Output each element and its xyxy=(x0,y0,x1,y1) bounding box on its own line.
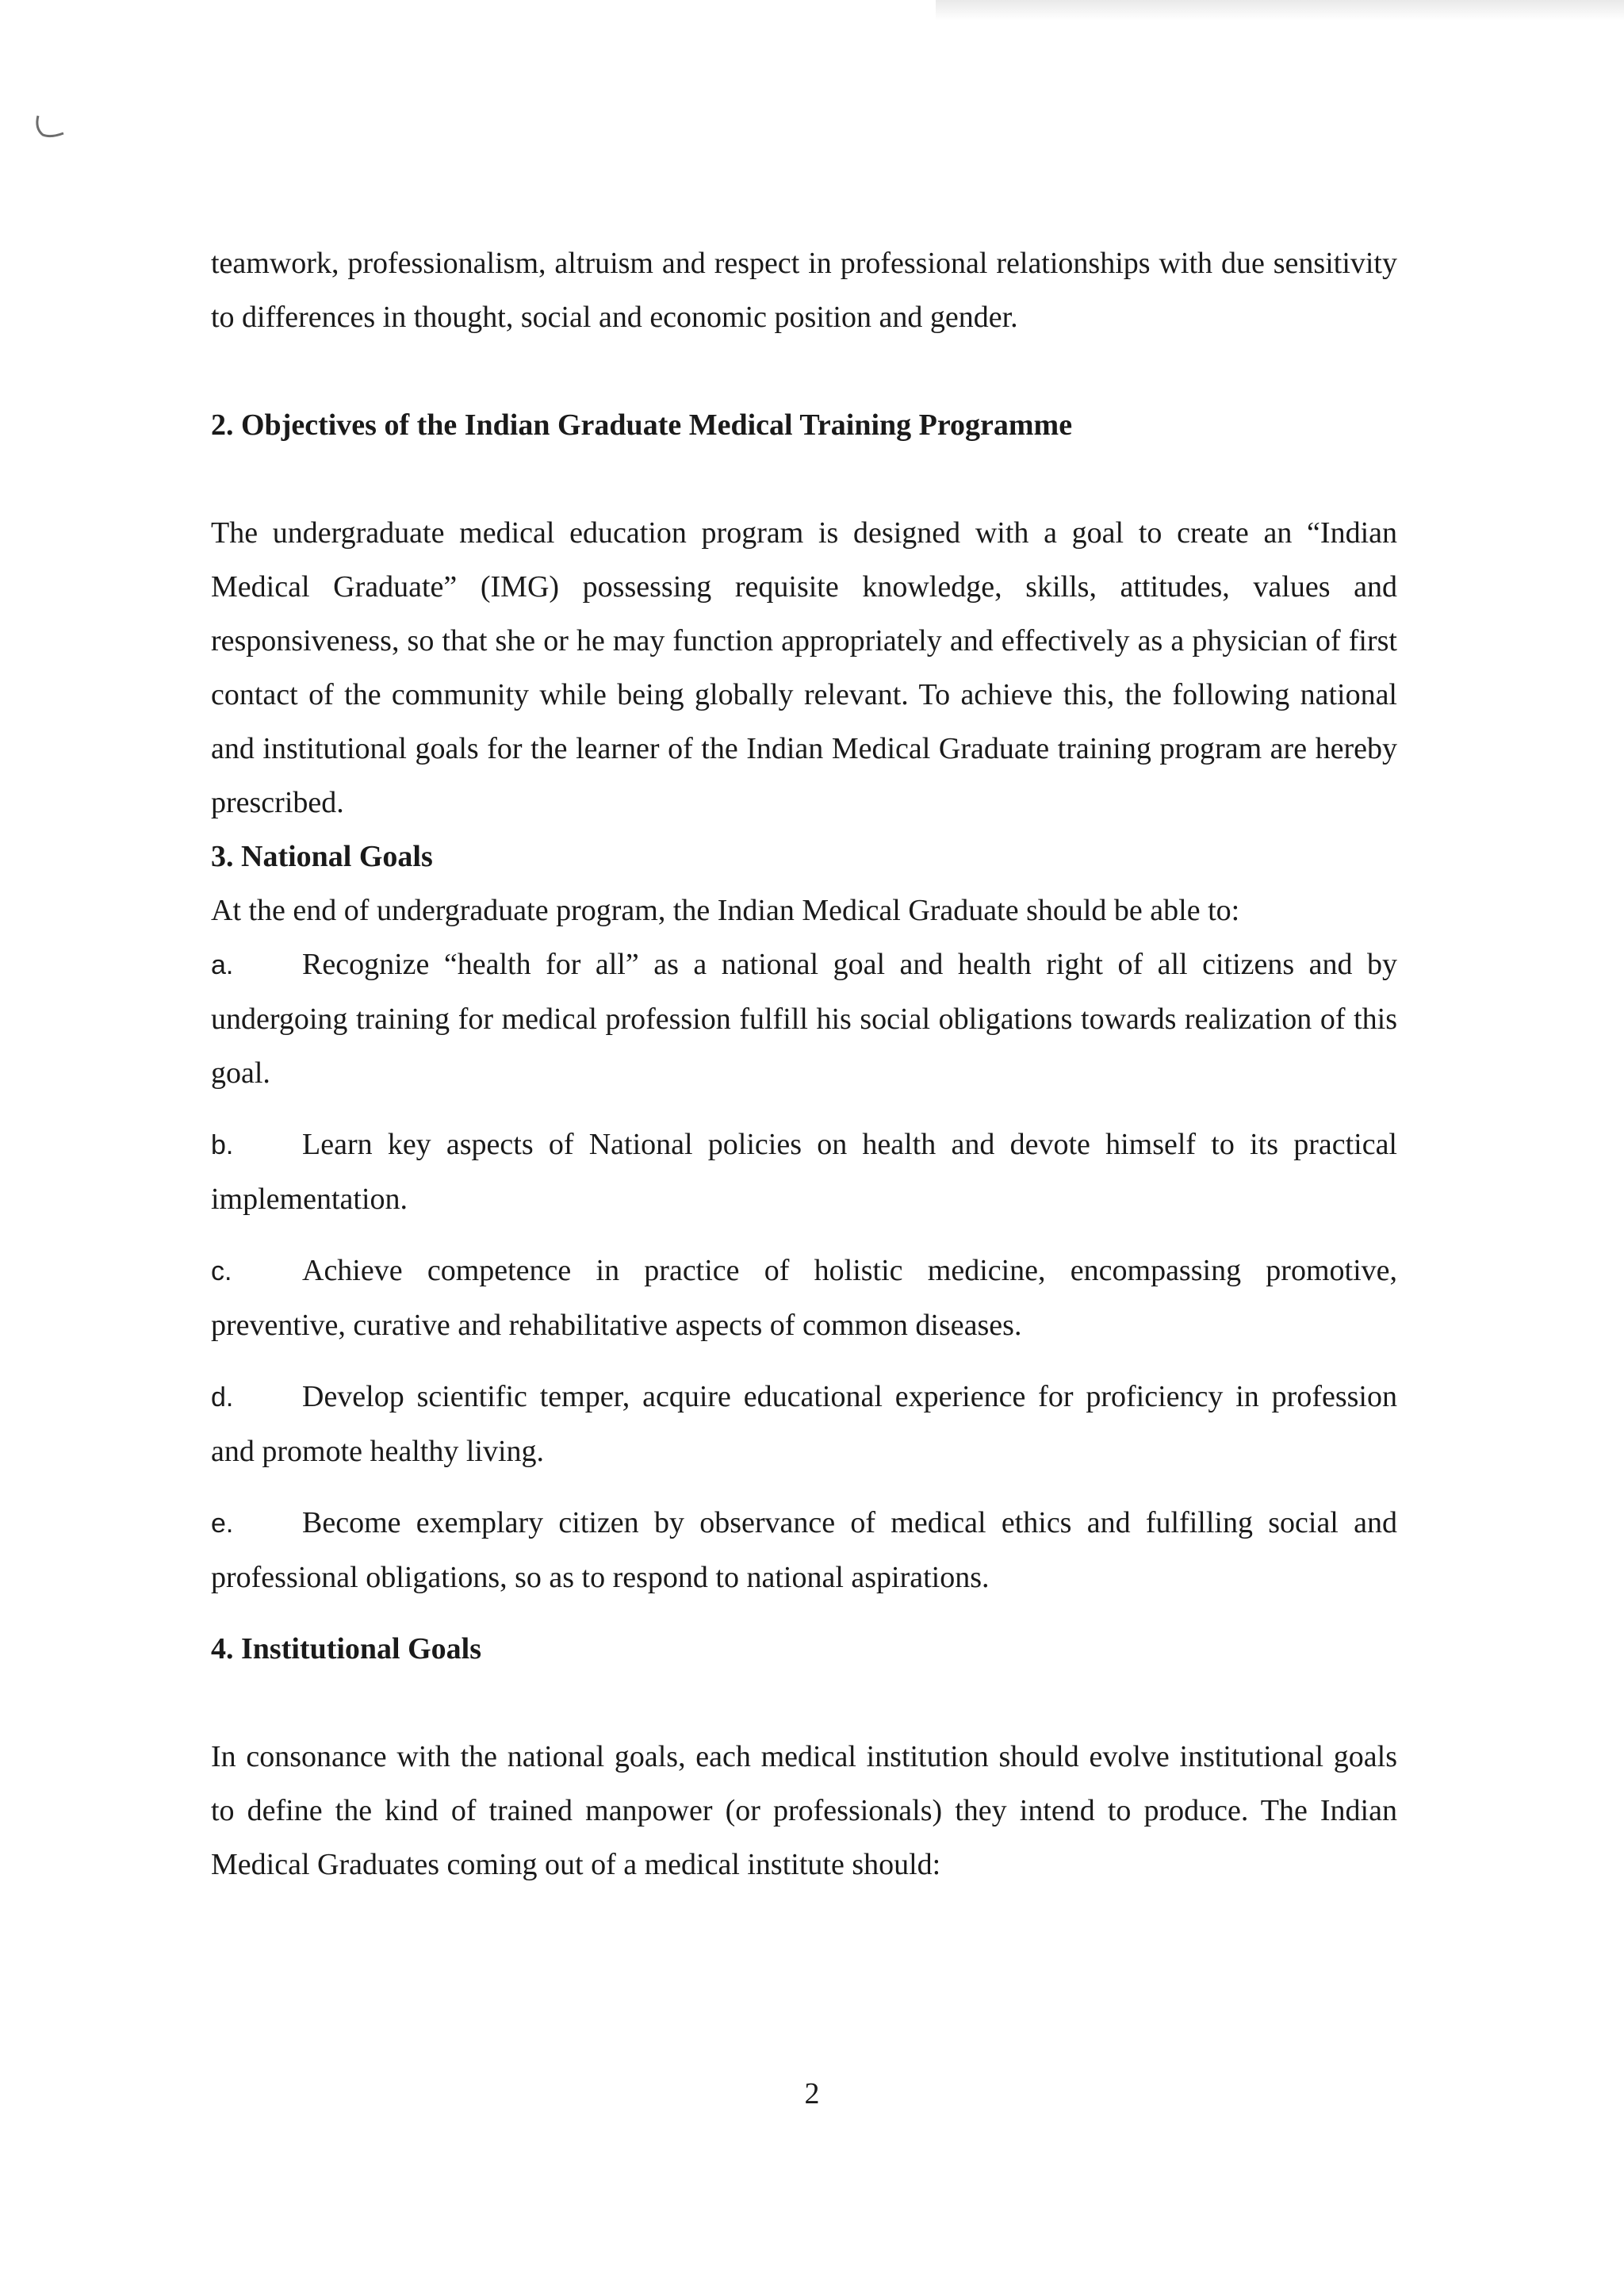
goal-text: Recognize “health for all” as a national goal and health right of all citizens and by undergoing training for medical profession fulfill his social obligations towards realization of this goal. xyxy=(211,948,1397,1090)
document-body xyxy=(211,236,1397,1892)
section-4-paragraph: In consonance with the national goals, each medical institution should evolve institutional goals to define the kind of trained manpower (or professionals) they intend to produce. The Indian Medical Graduates coming out of a medical institute should: xyxy=(211,1740,1397,1881)
goal-text: Achieve competence in practice of holistic medicine, encompassing promotive, preventive, curative and rehabilitative aspects of common diseases. xyxy=(211,1254,1397,1342)
section-4-heading: 4. Institutional Goals xyxy=(211,1632,482,1666)
section-2-heading: 2. Objectives of the Indian Graduate Medical Training Programme xyxy=(211,408,1073,442)
goal-item-a xyxy=(211,937,1397,1100)
goal-marker: a. xyxy=(211,950,234,980)
section-3-heading: 3. National Goals xyxy=(211,840,433,873)
scan-shadow xyxy=(936,0,1624,21)
goal-marker: c. xyxy=(211,1256,232,1286)
goal-item-e xyxy=(211,1496,1397,1604)
goal-text: Become exemplary citizen by observance of medical ethics and fulfilling social and professional obligations, so as to respond to national aspirations. xyxy=(211,1506,1397,1594)
goal-marker: b. xyxy=(211,1130,234,1160)
page-number: 2 xyxy=(804,2077,820,2110)
goal-item-b xyxy=(211,1117,1397,1226)
goal-item-d xyxy=(211,1370,1397,1478)
section-2-paragraph: The undergraduate medical education program is designed with a goal to create an “Indian Medical Graduate” (IMG) possessing requisite knowledge, skills, attitudes, values and responsiveness, so that she or he may function appropriately and effectively as a physician of first contact of the community while being globally relevant. To achieve this, the following national and institutional goals for the learner of the Indian Medical Graduate training program are hereby prescribed. xyxy=(211,516,1397,819)
continuation-paragraph: teamwork, professionalism, altruism and respect in professional relationships with due sensitivity to differences in thought, social and economic position and gender. xyxy=(211,247,1397,334)
goal-marker: e. xyxy=(211,1508,234,1539)
scan-mark-icon xyxy=(32,111,82,146)
goal-item-c xyxy=(211,1244,1397,1352)
section-3-intro: At the end of undergraduate program, the Indian Medical Graduate should be able to: xyxy=(211,894,1240,927)
goal-text: Develop scientific temper, acquire educational experience for proficiency in profession and promote healthy living. xyxy=(211,1380,1397,1468)
goal-marker: d. xyxy=(211,1382,234,1413)
goal-text: Learn key aspects of National policies on health and devote himself to its practical implementation. xyxy=(211,1128,1397,1216)
